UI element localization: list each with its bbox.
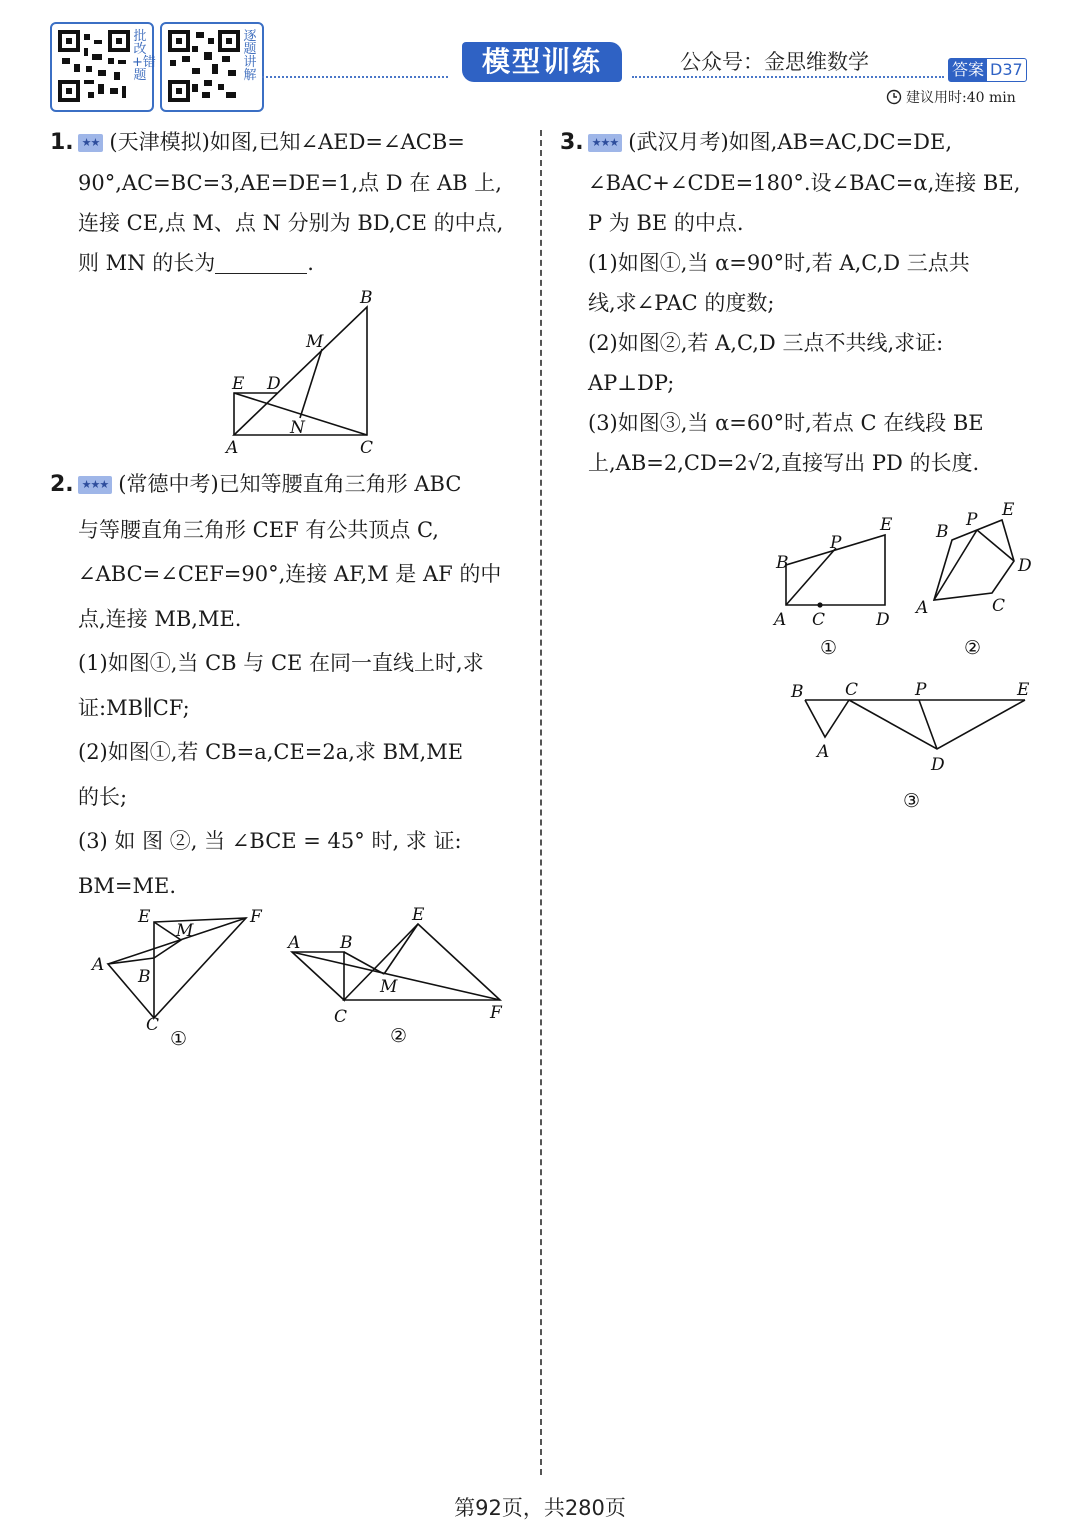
- problem-source: (常德中考): [118, 472, 219, 496]
- figure-2-2: [284, 900, 514, 1050]
- problem-line: 点,连接 MB,ME.: [78, 606, 242, 631]
- qr2-label: 逐题讲解: [243, 29, 257, 83]
- figure-2-1: [88, 900, 268, 1050]
- suggested-time: [886, 87, 1016, 107]
- label-e: E: [880, 515, 893, 535]
- caption-2: ②: [390, 1025, 408, 1047]
- problem-line: (2)如图①,若 CB=a,CE=2a,求 BM,ME: [78, 740, 464, 764]
- label-c: C: [334, 1007, 348, 1027]
- problem-line: AP⊥DP;: [588, 371, 675, 395]
- problem-line: BM=ME.: [78, 873, 177, 898]
- label-b: B: [936, 522, 949, 542]
- label-a: A: [774, 610, 787, 630]
- label-e: E: [138, 907, 151, 927]
- figure-1: [222, 285, 392, 460]
- problem-source: (武汉月考): [628, 130, 729, 154]
- problem-text: 如图,已知∠AED=∠ACB=: [209, 130, 465, 154]
- qr-code-explanation[interactable]: [160, 22, 264, 112]
- label-c: C: [360, 438, 374, 458]
- qr1-label: 批改+错题: [132, 29, 156, 83]
- label-c: C: [812, 610, 826, 630]
- difficulty-stars: ★★: [78, 134, 104, 152]
- problem-line: [50, 122, 530, 163]
- label-p: P: [830, 533, 842, 553]
- label-c: C: [146, 1015, 160, 1035]
- problem-line: (1)如图①,当 α=90°时,若 A,C,D 三点共: [588, 251, 970, 275]
- header-rule-left: [262, 76, 448, 78]
- label-f: F: [490, 1003, 502, 1023]
- label-m: M: [176, 921, 194, 941]
- problem-line: ∠ABC=∠CEF=90°,连接 AF,M 是 AF 的中: [78, 562, 502, 586]
- problem-line: [50, 462, 530, 508]
- problem-line: 证:MB∥CF;: [78, 695, 190, 720]
- problem-line: 的长;: [78, 784, 128, 809]
- label-f: F: [250, 907, 262, 927]
- label-e: E: [412, 905, 425, 925]
- problem-number: 1.: [50, 130, 74, 155]
- problem-text: 已知等腰直角三角形 ABC: [218, 472, 462, 496]
- problem-line: [560, 122, 1040, 163]
- label-b: B: [776, 553, 789, 573]
- problem-line: 线,求∠PAC 的度数;: [588, 291, 775, 315]
- label-e: E: [1002, 500, 1015, 520]
- difficulty-stars: ★★★: [78, 476, 113, 494]
- figure-3-3: [785, 675, 1035, 820]
- problem-line: 连接 CE,点 M、点 N 分别为 BD,CE 的中点,: [78, 211, 504, 235]
- caption-3: ③: [903, 790, 921, 812]
- label-d: D: [876, 610, 890, 630]
- problem-text: .: [307, 251, 314, 275]
- answer-label: 答案: [949, 59, 987, 81]
- section-banner: 模型训练: [462, 42, 622, 82]
- problem-line: [50, 243, 530, 283]
- label-b: B: [360, 288, 373, 308]
- answer-code: D37: [990, 60, 1023, 79]
- problem-line: (2)如图②,若 A,C,D 三点不共线,求证:: [588, 331, 944, 355]
- label-p: P: [966, 510, 978, 530]
- caption-1: ①: [820, 637, 838, 659]
- label-c: C: [845, 680, 859, 700]
- figure-3-1: [770, 510, 910, 660]
- caption-1: ①: [170, 1028, 188, 1050]
- label-d: D: [267, 374, 281, 394]
- difficulty-stars: ★★★: [588, 134, 623, 152]
- label-m: M: [306, 332, 324, 352]
- page-footer: 第92页，共280页: [454, 1496, 626, 1520]
- label-n: N: [290, 418, 305, 438]
- problem-number: 3.: [560, 130, 584, 155]
- problem-line: (1)如图①,当 CB 与 CE 在同一直线上时,求: [78, 651, 484, 675]
- qr-code-correction[interactable]: [50, 22, 154, 112]
- label-b: B: [138, 967, 151, 987]
- problem-line: 90°,AC=BC=3,AE=DE=1,点 D 在 AB 上,: [78, 171, 502, 195]
- problem-line: (3)如图③,当 α=60°时,若点 C 在线段 BE: [588, 411, 984, 435]
- problem-text: 如图,AB=AC,DC=DE,: [728, 130, 953, 154]
- problem-number: 2.: [50, 472, 74, 497]
- suggested-time-text: 建议用时:40 min: [906, 90, 1016, 106]
- label-a: A: [226, 438, 239, 458]
- label-d: D: [931, 755, 945, 775]
- label-m: M: [380, 977, 398, 997]
- answer-blank[interactable]: [215, 253, 307, 274]
- label-e: E: [232, 374, 245, 394]
- problem-text: 则 MN 的长为: [78, 251, 216, 275]
- problem-3: [560, 122, 1040, 483]
- column-divider: [540, 130, 542, 1475]
- problem-line: P 为 BE 的中点.: [588, 211, 744, 235]
- problem-line: ∠BAC+∠CDE=180°.设∠BAC=α,连接 BE,: [588, 171, 1021, 195]
- label-e: E: [1017, 680, 1030, 700]
- qr-code-icon: [168, 30, 240, 102]
- label-c: C: [992, 596, 1006, 616]
- answer-tag[interactable]: [948, 58, 1027, 82]
- label-a: A: [817, 742, 830, 762]
- qr-code-icon: [58, 30, 130, 102]
- header-rule-right: [632, 76, 944, 78]
- clock-icon: [886, 89, 902, 105]
- wechat-account: 公众号：金思维数学: [680, 50, 869, 74]
- label-a: A: [916, 598, 929, 618]
- problem-source: (天津模拟): [109, 130, 210, 154]
- label-d: D: [1018, 556, 1032, 576]
- label-a: A: [288, 933, 301, 953]
- problem-line: (3) 如 图 ②, 当 ∠BCE = 45° 时, 求 证:: [78, 829, 462, 853]
- label-b: B: [791, 682, 804, 702]
- caption-2: ②: [964, 637, 982, 659]
- problem-2: [50, 462, 530, 908]
- problem-line: 上,AB=2,CD=2√2,直接写出 PD 的长度.: [588, 451, 980, 475]
- label-b: B: [340, 933, 353, 953]
- figure-3-2: [910, 495, 1040, 660]
- label-a: A: [92, 955, 105, 975]
- problem-1: [50, 122, 530, 283]
- problem-line: 与等腰直角三角形 CEF 有公共顶点 C,: [78, 517, 439, 542]
- label-p: P: [915, 680, 927, 700]
